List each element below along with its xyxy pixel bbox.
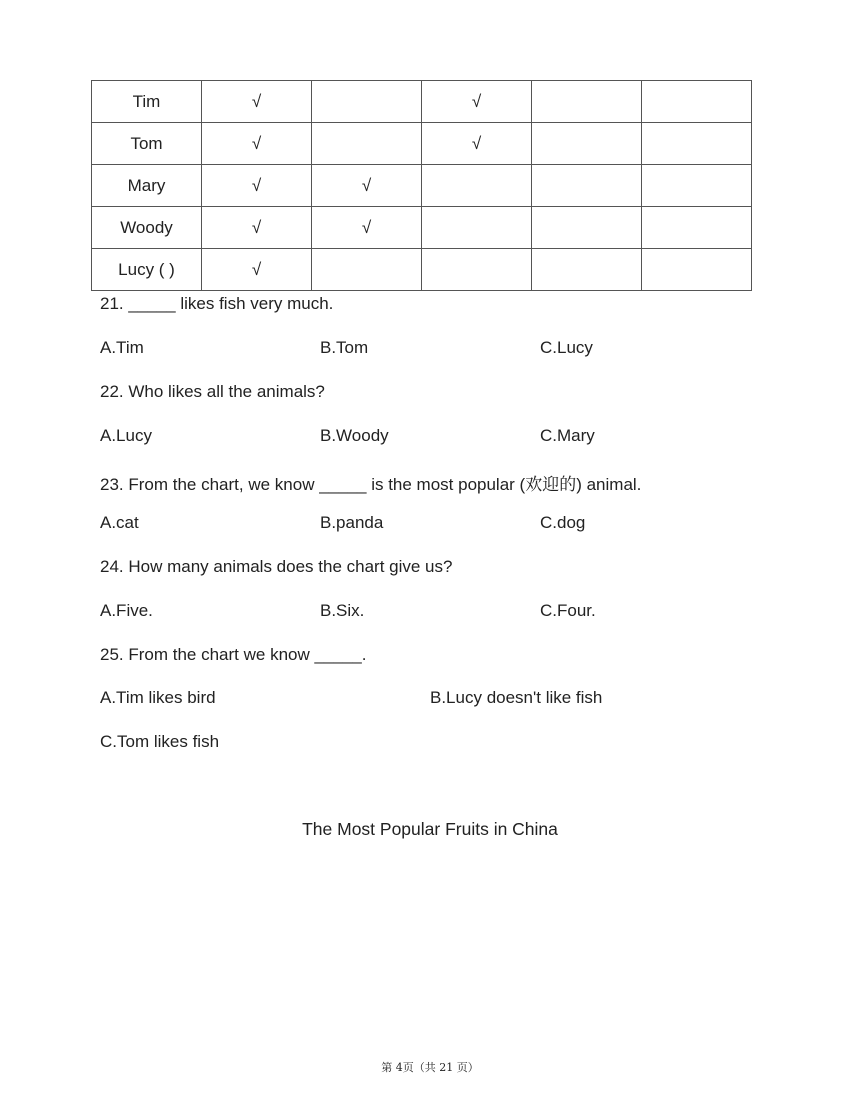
option-b[interactable]: B.Lucy doesn't like fish — [430, 688, 603, 707]
check-cell — [642, 207, 752, 249]
table-row — [92, 81, 752, 123]
option-a[interactable]: A.cat — [100, 513, 139, 532]
option-c[interactable]: C.Four. — [540, 601, 596, 620]
check-cell: √ — [312, 207, 422, 249]
option-a[interactable]: A.Five. — [100, 601, 153, 620]
option-c[interactable]: C.Tom likes fish — [100, 732, 220, 751]
check-cell — [312, 123, 422, 165]
option-b[interactable]: B.panda — [320, 513, 384, 532]
option-a[interactable]: A.Tim likes bird — [100, 688, 216, 707]
check-cell — [532, 165, 642, 207]
check-cell: √ — [422, 81, 532, 123]
page-footer: 第 4页（共 21 页） — [381, 1061, 479, 1074]
check-cell: √ — [312, 165, 422, 207]
check-cell: √ — [422, 123, 532, 165]
check-cell — [422, 165, 532, 207]
check-cell — [642, 249, 752, 291]
check-cell: √ — [202, 249, 312, 291]
option-c[interactable]: C.dog — [540, 513, 586, 532]
row-name: Mary — [92, 165, 202, 207]
check-cell: √ — [202, 207, 312, 249]
table-row — [92, 165, 752, 207]
row-name: Lucy ( ) — [92, 249, 202, 291]
row-name: Tim — [92, 81, 202, 123]
option-b[interactable]: B.Woody — [320, 426, 389, 445]
question-25: 25. From the chart we know _____. — [100, 645, 367, 664]
option-a[interactable]: A.Lucy — [100, 426, 152, 445]
row-name: Tom — [92, 123, 202, 165]
check-cell — [642, 81, 752, 123]
check-cell — [532, 123, 642, 165]
check-cell — [312, 249, 422, 291]
check-cell — [642, 165, 752, 207]
table-row — [92, 207, 752, 249]
option-b[interactable]: B.Tom — [320, 338, 369, 357]
row-name: Woody — [92, 207, 202, 249]
section-title: The Most Popular Fruits in China — [302, 819, 558, 839]
option-b[interactable]: B.Six. — [320, 601, 365, 620]
survey-chart — [91, 80, 752, 291]
question-23: 23. From the chart, we know _____ is the most popular (欢迎的) animal. — [100, 475, 642, 494]
option-c[interactable]: C.Mary — [540, 426, 595, 445]
check-cell — [532, 249, 642, 291]
check-cell — [532, 207, 642, 249]
check-cell — [422, 207, 532, 249]
check-cell: √ — [202, 123, 312, 165]
option-a[interactable]: A.Tim — [100, 338, 144, 357]
check-cell: √ — [202, 81, 312, 123]
check-cell: √ — [202, 165, 312, 207]
check-cell — [422, 249, 532, 291]
table-row — [92, 249, 752, 291]
question-24: 24. How many animals does the chart give us? — [100, 557, 453, 576]
check-cell — [642, 123, 752, 165]
check-cell — [312, 81, 422, 123]
table-row — [92, 123, 752, 165]
check-cell — [532, 81, 642, 123]
question-21: 21. _____ likes fish very much. — [100, 294, 334, 313]
option-c[interactable]: C.Lucy — [540, 338, 593, 357]
question-22: 22. Who likes all the animals? — [100, 382, 325, 401]
